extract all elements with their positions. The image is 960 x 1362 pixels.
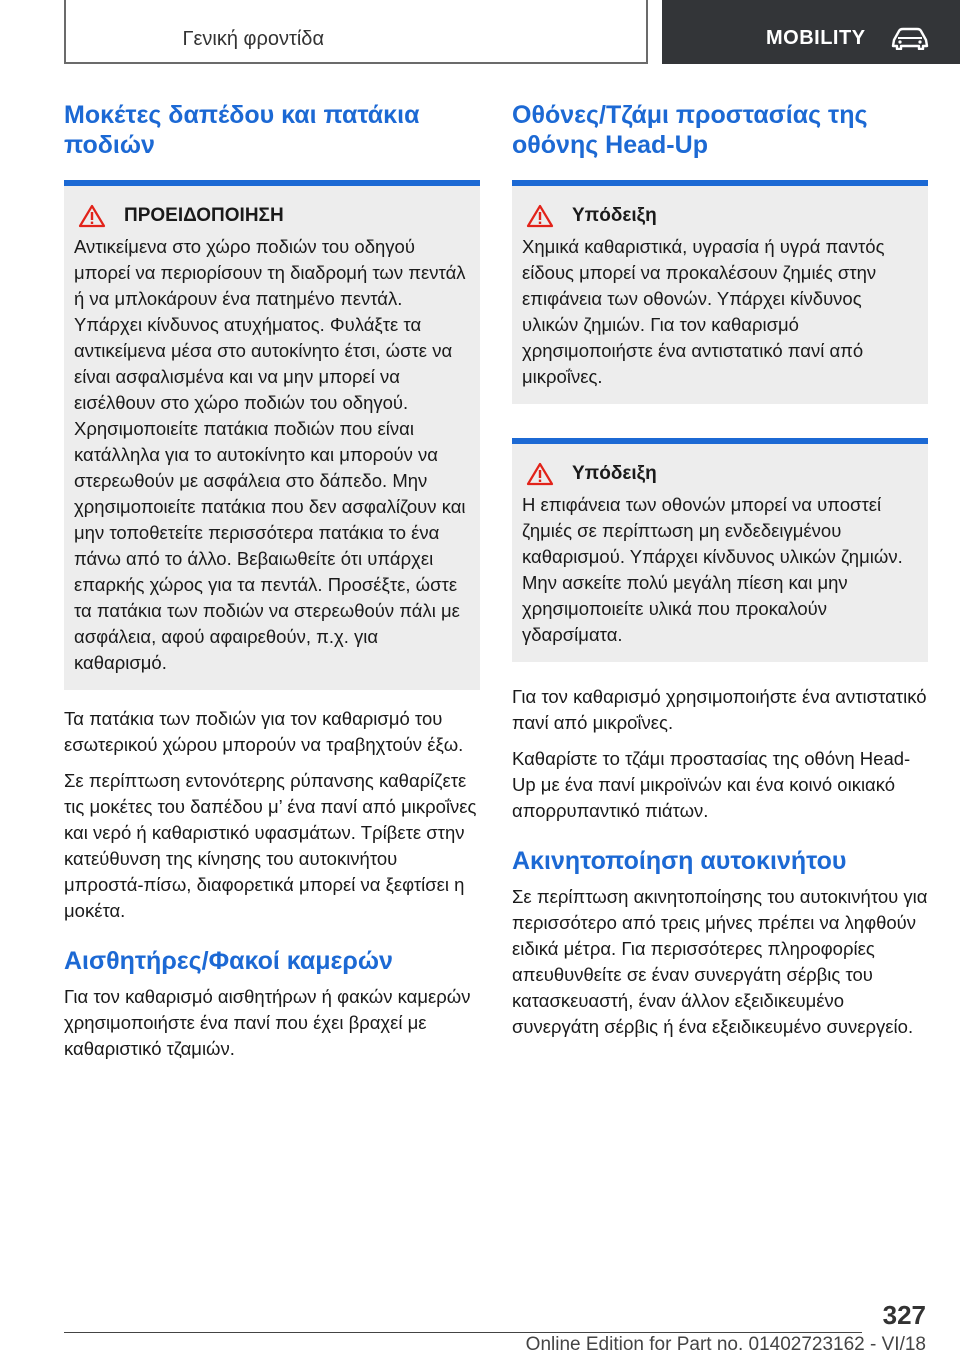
paragraph: Για τον καθαρισμό χρησιμοποιήστε ένα αντιστατικό πανί από μικροΐνες. (512, 686, 927, 733)
warning-text: Αντικείμενα στο χώρο ποδιών του οδηγού μπορεί να περιορίσουν τη διαδρομή των πεντάλ ή να μπλοκάρουν ένα πατημένο πεντάλ. Υπάρχει κίνδυνος ατυχήματος. Φυλάξτε τα αντικείμενα μέσα στο αυτοκίνητο έτσι, ώστε να είναι ασφαλισμένα και να μην μπορεί να εισέλθουν στο χώρο ποδιών του οδηγού. Χρησιμοποιείτε πατάκια ποδιών που είναι κατάλληλα για το αυτοκίνητο και μπορούν να στερεωθούν με ασφάλεια στο δάπεδο. Μην χρησιμοποιείτε πατάκια που δεν ασφαλίζουν και μην τοποθετείτε περισσότερα πατάκια το ένα πάνω από το άλλο. Βεβαιωθείτε ότι υπάρχει επαρκής χώρος για τα πεντάλ. Προσέξτε, ώστε τα πατάκια των ποδιών να στερεωθούν πάλι με ασφάλεια, αφού αφαιρεθούν, π.χ. για καθαρισμό. (74, 236, 466, 673)
warning-triangle-icon (78, 204, 106, 228)
paragraph: Καθαρίστε το τζάμι προστασίας της οθόνη Head-Up με ένα πανί μικροϊνών και ένα κοινό οικιακό απορρυπαντικό πιάτων. (512, 748, 911, 821)
paragraph: Για τον καθαρισμό αισθητήρων ή φακών καμερών χρησιμοποιήστε ένα πανί που έχει βραχεί με καθαριστικό τζαμιών. (64, 986, 471, 1059)
section-heading-sensors: Αισθητήρες/Φακοί καμερών (64, 947, 393, 975)
section-title: Γενική φροντίδα (182, 28, 324, 50)
note-box-head (526, 204, 918, 228)
note-box (512, 180, 928, 404)
note-text: Η επιφάνεια των οθονών μπορεί να υποστεί ζημιές σε περίπτωση μη ενδεδειγμένου καθαρισμού. Υπάρχει κίνδυνος υλικών ζημιών. Μην ασκείτε πολύ μεγάλη πίεση και μην χρησιμοποιείτε υλικά που προκαλούν γδαρσίματα. (522, 494, 903, 645)
paragraph: Σε περίπτωση εντονότερης ρύπανσης καθαρίζετε τις μοκέτες του δαπέδου μ’ ένα πανί από μικροΐνες και νερό ή καθαριστικό υφασμάτων. Τρίβετε στην κατεύθυνση της κίνησης του αυτοκινήτου μπροστά-πίσω, διαφορετικά μπορεί να ξεφτίσει η μοκέτα. (64, 770, 477, 921)
page-number: 327 (882, 1300, 926, 1330)
note-box (512, 438, 928, 662)
header-frame (64, 0, 648, 64)
section-heading-displays: Οθόνες/Τζάμι προστασίας της οθόνης Head-Up (512, 101, 868, 159)
car-icon (890, 26, 930, 50)
paragraph: Τα πατάκια των ποδιών για τον καθαρισμό του εσωτερικού χώρου μπορούν να τραβηχτούν έξω. (64, 708, 464, 755)
note-text: Χημικά καθαριστικά, υγρασία ή υγρά παντός είδους μπορεί να προκαλέσουν ζημιές στην επιφάνεια των οθονών. Υπάρχει κίνδυνος υλικών ζημιών. Για τον καθαρισμό χρησιμοποιήστε ένα αντιστατικό πανί από μικροΐνες. (522, 236, 885, 387)
note-title: Υπόδειξη (572, 463, 657, 484)
warning-box-head (78, 204, 470, 228)
mobility-tab-label: MOBILITY (766, 27, 866, 49)
footer-divider (64, 1332, 862, 1333)
note-title: Υπόδειξη (572, 205, 657, 226)
warning-triangle-icon (526, 462, 554, 486)
right-column (512, 100, 928, 1050)
left-column (64, 100, 480, 1072)
mobility-tab[interactable] (662, 0, 960, 64)
warning-title: ΠΡΟΕΙΔΟΠΟΙΗΣΗ (124, 205, 284, 226)
note-box-head (526, 462, 918, 486)
warning-box (64, 180, 480, 690)
paragraph: Σε περίπτωση ακινητοποίησης του αυτοκινήτου για περισσότερο από τρεις μήνες πρέπει να ληφθούν ειδικά μέτρα. Για περισσότερες πληροφορίες απευθυνθείτε σε έναν συνεργάτη σέρβις του κατασκευαστή, έναν άλλον εξειδικευμένο συνεργάτη σέρβις ή ένα εξειδικευμένο συνεργείο. (512, 886, 928, 1037)
section-heading-floor-mats: Μοκέτες δαπέδου και πατάκια ποδιών (64, 101, 420, 159)
warning-triangle-icon (526, 204, 554, 228)
edition-note: Online Edition for Part no. 01402723162 - VI/18 (525, 1334, 926, 1355)
section-heading-vehicle-storage: Ακινητοποίηση αυτοκινήτου (512, 847, 847, 875)
